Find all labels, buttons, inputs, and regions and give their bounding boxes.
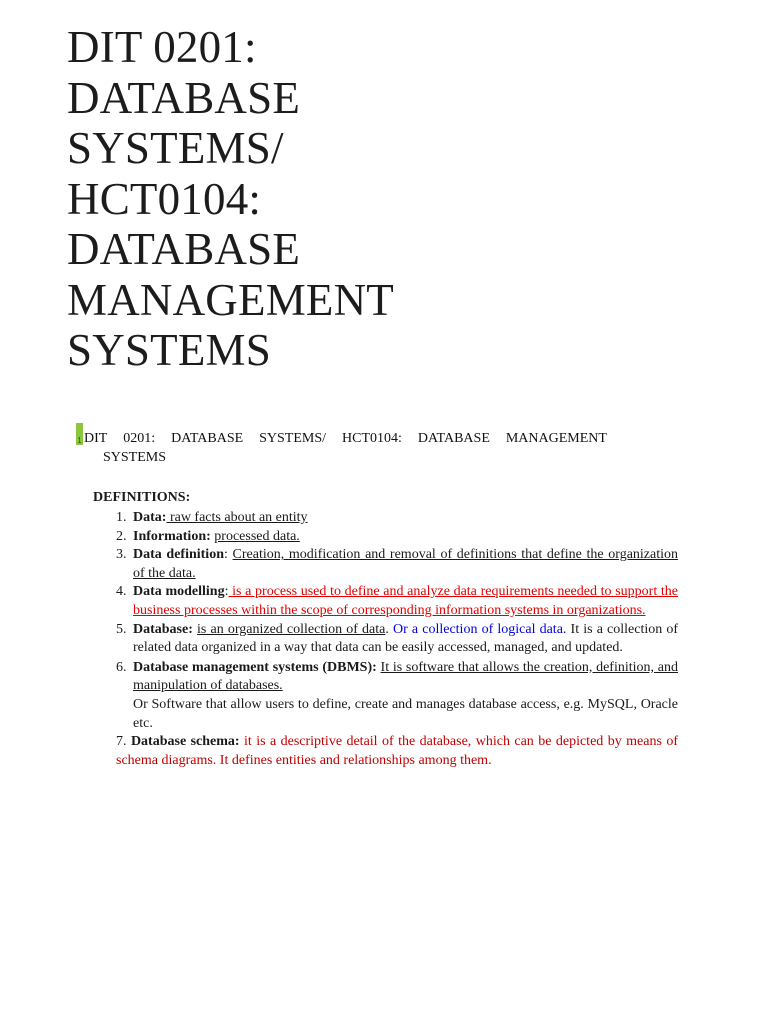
title-line: HCT0104: [67, 173, 262, 224]
item-term: Data definition [133, 547, 224, 563]
item-definition: It is software that allows the creation, definition, and manipulation of databases. [133, 659, 678, 694]
item-number: 4. [116, 584, 127, 600]
heading-word: DATABASE [171, 431, 244, 446]
item-number: 5. [116, 621, 127, 637]
title-line: DIT 0201: [67, 22, 257, 72]
item-separator: : [223, 547, 233, 563]
page-marker-number: 1 [77, 436, 82, 445]
title-line: SYSTEMS [67, 325, 271, 375]
list-item [116, 733, 678, 770]
title-line: SYSTEMS/ [67, 123, 284, 173]
title-line: DATABASE [67, 224, 301, 274]
item-definition: processed data. [214, 528, 300, 544]
item-definition: it is a descriptive detail of the database, which can be depicted by means of schema diagrams. It defines entities and relationships among them. [116, 734, 679, 768]
definitions-list [116, 509, 678, 770]
heading-word: DIT [84, 431, 108, 446]
item-term: Database: [133, 621, 193, 637]
item-separator: : [224, 584, 229, 600]
title-line: DATABASE [67, 72, 301, 123]
item-term: Data: [133, 510, 167, 525]
item-number: 6. [116, 659, 127, 675]
item-term: Data modelling [133, 584, 225, 600]
item-definition: is a process used to define and analyze data requirements needed to support the business processes within the scope of corresponding information systems in organizations. [133, 584, 678, 618]
page-marker [76, 423, 83, 445]
item-definition: raw facts about an entity [166, 510, 308, 525]
item-number: 7. [116, 734, 127, 750]
item-term: Database management systems (DBMS): [133, 659, 377, 675]
list-item [116, 583, 678, 620]
heading-word: MANAGEMENT [505, 431, 607, 446]
document-title [67, 22, 627, 376]
heading-word: 0201: [123, 431, 156, 446]
heading-line-2: SYSTEMS [103, 450, 167, 465]
item-alt-definition: Or a collection of logical data. [393, 621, 567, 637]
list-item [116, 528, 678, 547]
item-term: Information: [133, 528, 211, 544]
item-term: Database schema: [130, 734, 240, 750]
item-number: 1. [116, 510, 127, 525]
item-number: 2. [116, 528, 127, 544]
item-number: 3. [116, 547, 127, 563]
definitions-label: DEFINITIONS: [93, 490, 191, 505]
heading-line-1 [84, 429, 607, 448]
item-extra: Or Software that allow users to define, create and manages database access, e.g. MySQL, Oracle etc. [133, 696, 678, 731]
item-rest: It is a collection of related data organized in a way that data can be easily accessed, managed, and updated. [133, 621, 679, 656]
heading-word: DATABASE [417, 431, 490, 446]
list-item [116, 659, 678, 733]
heading-word: SYSTEMS/ [259, 431, 327, 446]
item-definition: Creation, modification and removal of definitions that define the organization of the data. [133, 547, 679, 581]
list-item [116, 546, 678, 583]
list-item: 5. Database: is an organized collection of data. Or a collection of logical data. It is a collection of related data organized in a way that data can be easily accessed, managed, and updated. [116, 621, 678, 658]
item-definition: is an organized collection of data [197, 621, 386, 637]
section-heading [84, 429, 607, 467]
title-line: MANAGEMENT [67, 274, 394, 325]
heading-word: HCT0104: [342, 431, 402, 446]
list-item [116, 509, 678, 528]
